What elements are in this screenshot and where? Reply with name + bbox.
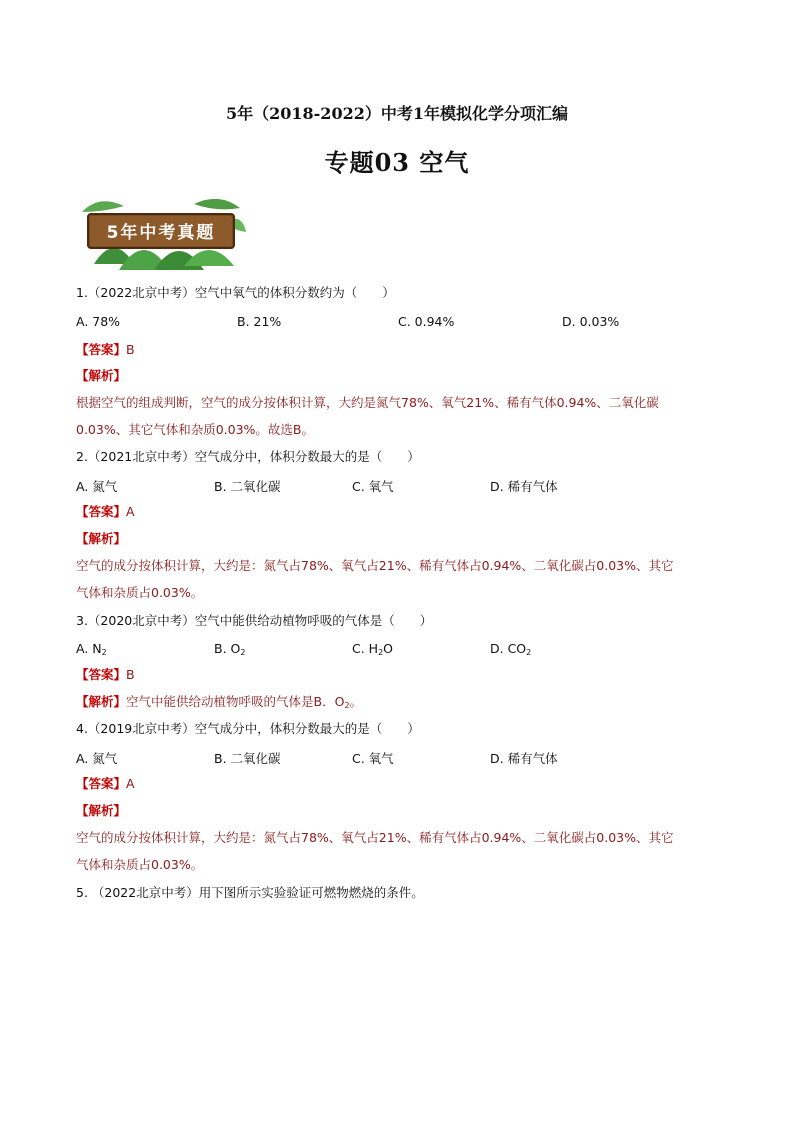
answer-label: 【答案】 — [76, 504, 127, 519]
question-5-stem: 5. （2022北京中考）用下图所示实验验证可燃物燃烧的条件。 — [76, 885, 424, 900]
question-4-analysis-line-2: 气体和杂质占0.03%。 — [76, 857, 204, 872]
question-1-option-a: A. 78% — [76, 314, 121, 329]
question-4-answer — [76, 776, 135, 792]
question-4-option-a: A. 氮气 — [76, 751, 118, 766]
question-1-analysis-line-2: 0.03%、其它气体和杂质0.03%。故选B。 — [76, 422, 314, 437]
answer-label: 【答案】 — [76, 776, 127, 791]
question-3-option-d: D. $CO_2$ — [490, 641, 532, 657]
answer-value: B — [126, 667, 135, 682]
question-3-stem: 3.（2020北京中考）空气中能供给动植物呼吸的气体是（ ） — [76, 613, 433, 628]
question-4-analysis-label: 【解析】 — [76, 803, 127, 818]
question-2-answer — [76, 504, 135, 520]
question-2-analysis-line-2: 气体和杂质占0.03%。 — [76, 585, 204, 600]
question-3-analysis — [76, 694, 362, 714]
question-3-option-c: C. $H_2O$ — [352, 641, 394, 657]
question-1-analysis-line-1: 根据空气的组成判断，空气的成分按体积计算，大约是氮气78%、氧气21%、稀有气体0.94%、二氧化碳 — [76, 395, 659, 410]
question-4-stem: 4.（2019北京中考）空气成分中，体积分数最大的是（ ） — [76, 721, 420, 736]
question-2-analysis-label: 【解析】 — [76, 531, 127, 546]
answer-value: B — [126, 342, 135, 357]
banner-label: 5年中考真题 — [106, 223, 216, 243]
question-1-option-c: C. 0.94% — [398, 314, 455, 329]
topic-title: 专题03 空气 — [324, 148, 470, 177]
question-2-option-d: D. 稀有气体 — [490, 479, 558, 494]
question-1-option-d: D. 0.03% — [562, 314, 620, 329]
analysis-label: 【解析】 — [76, 694, 127, 709]
question-1-answer — [76, 342, 135, 358]
answer-label: 【答案】 — [76, 667, 127, 682]
question-2-option-a: A. 氮气 — [76, 479, 118, 494]
question-1-option-b: B. 21% — [237, 314, 282, 329]
question-1-analysis-label: 【解析】 — [76, 368, 127, 383]
document-title: 5年（2018-2022）中考1年模拟化学分项汇编 — [226, 104, 568, 123]
analysis-text: 空气中能供给动植物呼吸的气体是B．$O_2$。 — [126, 694, 363, 710]
answer-value: A — [126, 504, 135, 519]
question-3-option-a: A. $N_2$ — [76, 641, 107, 657]
answer-label: 【答案】 — [76, 342, 127, 357]
question-4-option-d: D. 稀有气体 — [490, 751, 558, 766]
question-1-stem: 1.（2022北京中考）空气中氧气的体积分数约为（ ） — [76, 285, 395, 300]
section-banner — [74, 192, 246, 272]
question-2-stem: 2.（2021北京中考）空气成分中，体积分数最大的是（ ） — [76, 449, 420, 464]
answer-value: A — [126, 776, 135, 791]
question-3-option-b: B. $O_2$ — [214, 641, 246, 657]
question-4-option-b: B. 二氧化碳 — [214, 751, 281, 766]
question-4-analysis-line-1: 空气的成分按体积计算，大约是：氮气占78%、氧气占21%、稀有气体占0.94%、二氧化碳占0.03%、其它 — [76, 830, 674, 845]
question-3-answer — [76, 667, 135, 683]
question-2-option-c: C. 氧气 — [352, 479, 394, 494]
question-2-option-b: B. 二氧化碳 — [214, 479, 281, 494]
question-2-analysis-line-1: 空气的成分按体积计算，大约是：氮气占78%、氧气占21%、稀有气体占0.94%、二氧化碳占0.03%、其它 — [76, 558, 674, 573]
question-4-option-c: C. 氧气 — [352, 751, 394, 766]
